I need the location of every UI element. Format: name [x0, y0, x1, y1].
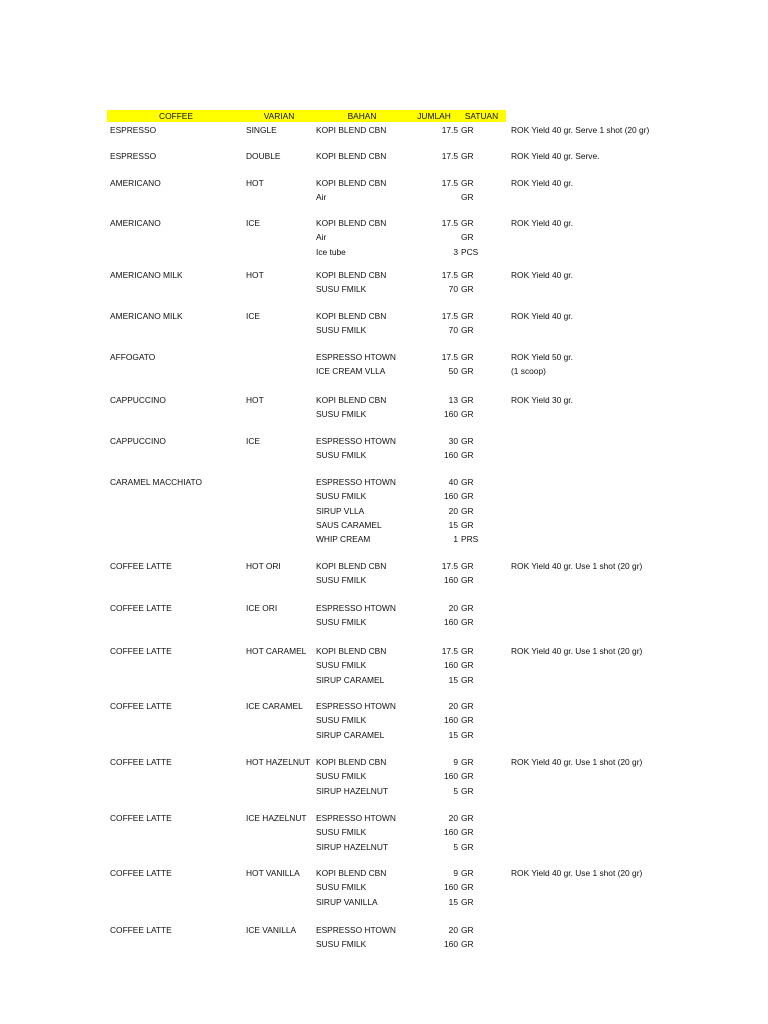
coffee-name: AMERICANO: [110, 178, 161, 188]
ingredient-name: ESPRESSO HTOWN: [316, 701, 396, 711]
header-coffee: COFFEE: [159, 111, 193, 121]
ingredient-unit: GR: [461, 882, 474, 893]
recipe-note: ROK Yield 40 gr. Use 1 shot (20 gr): [511, 646, 643, 656]
recipe-note: ROK Yield 40 gr. Use 1 shot (20 gr): [511, 757, 643, 767]
ingredient-unit: GR: [461, 519, 474, 530]
coffee-varian: HOT VANILLA: [246, 868, 300, 878]
recipe-line: [0, 813, 768, 827]
ingredient-amount: 1: [453, 534, 458, 545]
ingredient-name: SUSU FMILK: [316, 575, 367, 586]
ingredient-name: SUSU FMILK: [316, 409, 367, 420]
ingredient-amount: 40: [448, 477, 458, 487]
coffee-name: COFFEE LATTE: [110, 757, 172, 767]
ingredient-name: SIRUP CARAMEL: [316, 729, 385, 740]
ingredient-unit: GR: [461, 352, 474, 362]
recipe-note: ROK Yield 40 gr.: [511, 218, 573, 228]
recipe-line: [0, 939, 768, 953]
recipe-line: [0, 506, 768, 520]
ingredient-amount: 17.5: [441, 125, 458, 135]
recipe-line: [0, 786, 768, 800]
ingredient-name: SIRUP CARAMEL: [316, 674, 385, 685]
ingredient-amount: 20: [448, 603, 458, 613]
ingredient-amount: 5: [453, 785, 458, 796]
header-satuan: SATUAN: [464, 111, 499, 121]
ingredient-unit: GR: [461, 284, 474, 295]
coffee-varian: HOT ORI: [246, 561, 281, 571]
ingredient-unit: GR: [461, 395, 474, 405]
ingredient-amount: 70: [448, 325, 458, 336]
ingredient-amount: 3: [453, 246, 458, 257]
ingredient-name: KOPI BLEND CBN: [316, 646, 387, 656]
ingredient-name: SUSU FMILK: [316, 325, 367, 336]
recipe-line: [0, 178, 768, 192]
ingredient-amount: 160: [444, 715, 458, 726]
ingredient-amount: 17.5: [441, 218, 458, 228]
ingredient-unit: GR: [461, 477, 474, 487]
coffee-varian: HOT CARAMEL: [246, 646, 307, 656]
header-varian: VARIAN: [263, 111, 295, 121]
ingredient-name: Ice tube: [316, 246, 346, 257]
recipe-line: [0, 868, 768, 882]
ingredient-unit: GR: [461, 701, 474, 711]
ingredient-unit: GR: [461, 311, 474, 321]
recipe-line: [0, 675, 768, 689]
ingredient-name: SUSU FMILK: [316, 827, 367, 838]
recipe-line: [0, 450, 768, 464]
ingredient-unit: GR: [461, 939, 474, 950]
coffee-name: COFFEE LATTE: [110, 561, 172, 571]
ingredient-unit: GR: [461, 575, 474, 586]
ingredient-unit: GR: [461, 646, 474, 656]
recipe-line: [0, 395, 768, 409]
ingredient-unit: GR: [461, 325, 474, 336]
ingredient-amount: 17.5: [441, 311, 458, 321]
ingredient-amount: 17.5: [441, 270, 458, 280]
ingredient-unit: GR: [461, 270, 474, 280]
coffee-varian: SINGLE: [246, 125, 277, 135]
recipe-line: [0, 218, 768, 232]
coffee-varian: ICE HAZELNUT: [246, 813, 307, 823]
ingredient-amount: 70: [448, 284, 458, 295]
coffee-name: COFFEE LATTE: [110, 868, 172, 878]
ingredient-name: SUSU FMILK: [316, 939, 367, 950]
ingredient-unit: GR: [461, 813, 474, 823]
ingredient-amount: 5: [453, 841, 458, 852]
coffee-varian: HOT: [246, 178, 264, 188]
ingredient-amount: 17.5: [441, 352, 458, 362]
ingredient-unit: GR: [461, 192, 474, 203]
recipe-line: [0, 660, 768, 674]
ingredient-name: SUSU FMILK: [316, 491, 367, 502]
recipe-line: [0, 646, 768, 660]
recipe-line: [0, 617, 768, 631]
recipe-line: [0, 575, 768, 589]
ingredient-amount: 9: [453, 868, 458, 878]
recipe-line: [0, 603, 768, 617]
ingredient-amount: 15: [448, 674, 458, 685]
ingredient-amount: 160: [444, 827, 458, 838]
recipe-line: [0, 125, 768, 139]
ingredient-unit: GR: [461, 841, 474, 852]
ingredient-name: SUSU FMILK: [316, 617, 367, 628]
ingredient-unit: GR: [461, 178, 474, 188]
ingredient-amount: 50: [448, 366, 458, 377]
ingredient-unit: GR: [461, 771, 474, 782]
ingredient-name: SUSU FMILK: [316, 715, 367, 726]
ingredient-name: KOPI BLEND CBN: [316, 178, 387, 188]
ingredient-unit: GR: [461, 232, 474, 243]
ingredient-name: KOPI BLEND CBN: [316, 561, 387, 571]
ingredient-unit: GR: [461, 125, 474, 135]
ingredient-unit: GR: [461, 561, 474, 571]
ingredient-name: SIRUP HAZELNUT: [316, 841, 388, 852]
ingredient-amount: 160: [444, 450, 458, 461]
ingredient-unit: GR: [461, 409, 474, 420]
ingredient-unit: GR: [461, 151, 474, 161]
ingredient-unit: GR: [461, 674, 474, 685]
recipe-line: [0, 366, 768, 380]
recipe-note: ROK Yield 40 gr.: [511, 270, 573, 280]
ingredient-amount: 15: [448, 519, 458, 530]
ingredient-amount: 20: [448, 505, 458, 516]
recipe-line: [0, 757, 768, 771]
ingredient-amount: 160: [444, 660, 458, 671]
ingredient-amount: 160: [444, 409, 458, 420]
coffee-name: COFFEE LATTE: [110, 925, 172, 935]
ingredient-name: KOPI BLEND CBN: [316, 218, 387, 228]
coffee-name: COFFEE LATTE: [110, 646, 172, 656]
coffee-varian: ICE: [246, 311, 260, 321]
ingredient-unit: GR: [461, 757, 474, 767]
ingredient-amount: 20: [448, 925, 458, 935]
coffee-name: CAPPUCCINO: [110, 395, 166, 405]
ingredient-name: KOPI BLEND CBN: [316, 151, 387, 161]
recipe-line: [0, 270, 768, 284]
coffee-name: AMERICANO MILK: [110, 270, 183, 280]
ingredient-unit: GR: [461, 785, 474, 796]
ingredient-unit: PCS: [461, 246, 479, 257]
ingredient-amount: 30: [448, 436, 458, 446]
coffee-name: AMERICANO MILK: [110, 311, 183, 321]
recipe-note: ROK Yield 40 gr. Serve 1 shot (20 gr): [511, 125, 650, 135]
ingredient-unit: GR: [461, 868, 474, 878]
ingredient-amount: 20: [448, 701, 458, 711]
recipe-line: [0, 715, 768, 729]
ingredient-name: ESPRESSO HTOWN: [316, 925, 396, 935]
ingredient-name: ESPRESSO HTOWN: [316, 813, 396, 823]
ingredient-unit: GR: [461, 603, 474, 613]
ingredient-unit: GR: [461, 218, 474, 228]
table-header: [107, 110, 506, 122]
ingredient-unit: GR: [461, 896, 474, 907]
coffee-varian: HOT: [246, 395, 264, 405]
ingredient-amount: 20: [448, 813, 458, 823]
ingredient-unit: PRS: [461, 534, 479, 545]
ingredient-amount: 9: [453, 757, 458, 767]
recipe-line: [0, 897, 768, 911]
recipe-line: [0, 325, 768, 339]
recipe-note: ROK Yield 40 gr.: [511, 178, 573, 188]
recipe-line: [0, 192, 768, 206]
recipe-line: [0, 561, 768, 575]
coffee-name: ESPRESSO: [110, 125, 157, 135]
ingredient-name: WHIP CREAM: [316, 534, 371, 545]
ingredient-name: KOPI BLEND CBN: [316, 757, 387, 767]
ingredient-amount: 160: [444, 771, 458, 782]
ingredient-name: KOPI BLEND CBN: [316, 270, 387, 280]
coffee-varian: ICE VANILLA: [246, 925, 297, 935]
recipe-line: [0, 477, 768, 491]
ingredient-amount: 17.5: [441, 151, 458, 161]
ingredient-amount: 15: [448, 729, 458, 740]
header-jumlah: JUMLAH: [417, 111, 451, 121]
coffee-name: CARAMEL MACCHIATO: [110, 477, 202, 487]
coffee-name: COFFEE LATTE: [110, 603, 172, 613]
ingredient-unit: GR: [461, 925, 474, 935]
recipe-line: [0, 730, 768, 744]
ingredient-name: ESPRESSO HTOWN: [316, 603, 396, 613]
ingredient-amount: 15: [448, 896, 458, 907]
recipe-note: ROK Yield 50 gr.: [511, 352, 573, 362]
recipe-note: (1 scoop): [511, 366, 546, 377]
ingredient-name: ESPRESSO HTOWN: [316, 477, 396, 487]
ingredient-unit: GR: [461, 505, 474, 516]
ingredient-amount: 160: [444, 491, 458, 502]
recipe-line: [0, 491, 768, 505]
ingredient-name: ESPRESSO HTOWN: [316, 352, 396, 362]
ingredient-name: SIRUP HAZELNUT: [316, 785, 388, 796]
recipe-note: ROK Yield 30 gr.: [511, 395, 573, 405]
ingredient-unit: GR: [461, 715, 474, 726]
ingredient-amount: 13: [448, 395, 458, 405]
ingredient-name: SUSU FMILK: [316, 284, 367, 295]
recipe-line: [0, 284, 768, 298]
coffee-varian: HOT: [246, 270, 264, 280]
ingredient-name: KOPI BLEND CBN: [316, 868, 387, 878]
ingredient-amount: 160: [444, 939, 458, 950]
ingredient-name: SUSU FMILK: [316, 660, 367, 671]
recipe-line: [0, 352, 768, 366]
recipe-line: [0, 534, 768, 548]
coffee-varian: HOT HAZELNUT: [246, 757, 311, 767]
ingredient-name: SUSU FMILK: [316, 771, 367, 782]
ingredient-unit: GR: [461, 660, 474, 671]
ingredient-amount: 160: [444, 575, 458, 586]
recipe-line: [0, 232, 768, 246]
ingredient-unit: GR: [461, 827, 474, 838]
ingredient-unit: GR: [461, 366, 474, 377]
coffee-varian: ICE ORI: [246, 603, 278, 613]
recipe-line: [0, 311, 768, 325]
ingredient-name: KOPI BLEND CBN: [316, 125, 387, 135]
recipe-line: [0, 151, 768, 165]
ingredient-name: SIRUP VANILLA: [316, 896, 378, 907]
ingredient-name: ESPRESSO HTOWN: [316, 436, 396, 446]
recipe-line: [0, 436, 768, 450]
header-bahan: BAHAN: [347, 111, 377, 121]
coffee-name: AMERICANO: [110, 218, 161, 228]
recipe-note: ROK Yield 40 gr.: [511, 311, 573, 321]
coffee-name: COFFEE LATTE: [110, 701, 172, 711]
recipe-line: [0, 842, 768, 856]
ingredient-unit: GR: [461, 436, 474, 446]
recipe-line: [0, 247, 768, 261]
ingredient-name: Air: [316, 232, 327, 243]
coffee-varian: ICE: [246, 218, 260, 228]
recipe-line: [0, 882, 768, 896]
ingredient-amount: 17.5: [441, 178, 458, 188]
ingredient-name: KOPI BLEND CBN: [316, 311, 387, 321]
recipe-note: ROK Yield 40 gr. Serve.: [511, 151, 600, 161]
ingredient-amount: 17.5: [441, 646, 458, 656]
recipe-note: ROK Yield 40 gr. Use 1 shot (20 gr): [511, 561, 643, 571]
coffee-name: COFFEE LATTE: [110, 813, 172, 823]
recipe-line: [0, 771, 768, 785]
ingredient-name: SUSU FMILK: [316, 882, 367, 893]
recipe-line: [0, 925, 768, 939]
ingredient-amount: 160: [444, 882, 458, 893]
ingredient-name: ICE CREAM VLLA: [316, 366, 386, 377]
ingredient-name: Air: [316, 192, 327, 203]
coffee-name: CAPPUCCINO: [110, 436, 166, 446]
coffee-name: AFFOGATO: [110, 352, 156, 362]
coffee-varian: ICE: [246, 436, 260, 446]
ingredient-name: SUSU FMILK: [316, 450, 367, 461]
ingredient-name: SIRUP VLLA: [316, 505, 365, 516]
ingredient-amount: 17.5: [441, 561, 458, 571]
ingredient-name: SAUS CARAMEL: [316, 519, 382, 530]
coffee-name: ESPRESSO: [110, 151, 157, 161]
recipe-line: [0, 520, 768, 534]
ingredient-unit: GR: [461, 491, 474, 502]
ingredient-unit: GR: [461, 729, 474, 740]
recipe-line: [0, 701, 768, 715]
coffee-varian: DOUBLE: [246, 151, 281, 161]
recipe-note: ROK Yield 40 gr. Use 1 shot (20 gr): [511, 868, 643, 878]
ingredient-amount: 160: [444, 617, 458, 628]
recipe-line: [0, 409, 768, 423]
ingredient-name: KOPI BLEND CBN: [316, 395, 387, 405]
coffee-varian: ICE CARAMEL: [246, 701, 303, 711]
ingredient-unit: GR: [461, 617, 474, 628]
ingredient-unit: GR: [461, 450, 474, 461]
recipe-line: [0, 827, 768, 841]
